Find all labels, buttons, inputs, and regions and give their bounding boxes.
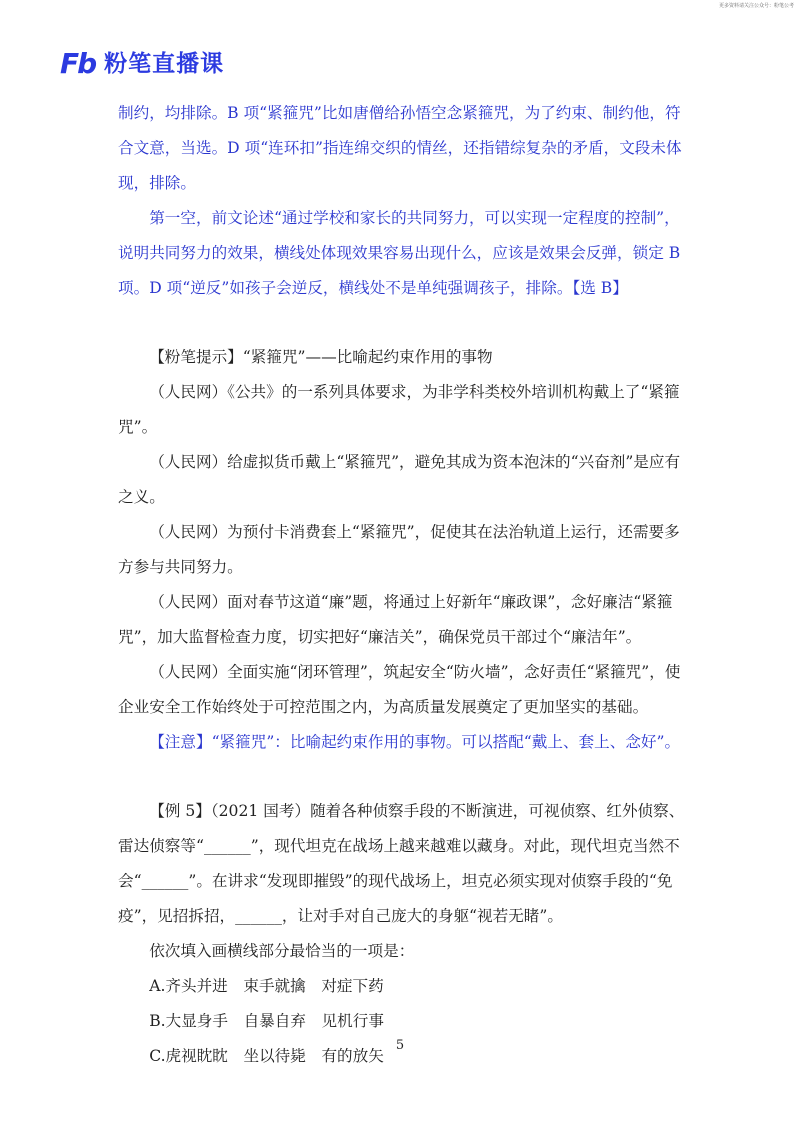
spacer bbox=[118, 306, 686, 340]
tip-example: （人民网）全面实施“闭环管理”，筑起安全“防火墙”，念好责任“紧箍咒”，使企业安全工作始终处于可控范围之内，为高质量发展奠定了更加坚实的基础。 bbox=[118, 663, 681, 716]
analysis-paragraph-2: 第一空，前文论述“通过学校和家长的共同努力，可以实现一定程度的控制”，说明共同努力的效果，横线处体现效果容易出现什么，应该是效果会反弹，锁定 B 项。D 项“逆反”如孩子会逆反，横线处不是单纯强调孩子，排除。【选 B】 bbox=[118, 209, 681, 297]
tips-title: 【粉笔提示】“紧箍咒”——比喻起约束作用的事物 bbox=[149, 348, 493, 366]
tip-example: （人民网）为预付卡消费套上“紧箍咒”，促使其在法治轨道上运行，还需要多方参与共同努力。 bbox=[118, 523, 680, 576]
top-note: 更多资料请关注公众号：粉笔公考 bbox=[718, 3, 794, 9]
tip-example: （人民网）给虚拟货币戴上“紧箍咒”，避免其成为资本泡沫的“兴奋剂”是应有之义。 bbox=[118, 453, 681, 506]
option-b: B.大显身手 自暴自弃 见机行事 bbox=[149, 1012, 384, 1030]
spacer bbox=[118, 760, 686, 794]
page-number: 5 bbox=[395, 1038, 405, 1053]
brand-logo bbox=[60, 47, 225, 80]
option-a: A.齐头并进 束手就擒 对症下药 bbox=[149, 977, 384, 995]
analysis-paragraph-1: 制约，均排除。B 项“紧箍咒”比如唐僧给孙悟空念紧箍咒，为了约束、制约他，符合文意，当选。D 项“连环扣”指连绵交织的情丝，还指错综复杂的矛盾，文段未体现，排除。 bbox=[118, 104, 682, 192]
question-stem: 【例 5】（2021 国考）随着各种侦察手段的不断演进，可视侦察、红外侦察、雷达侦察等“______”，现代坦克在战场上越来越难以藏身。对此，现代坦克当然不会“______”。在讲求“发现即摧毁”的现代战场上，坦克必须实现对侦察手段的“免疫”，见招拆招，______，让对手对自己庞大的身躯“视若无睹”。 bbox=[118, 802, 685, 925]
document-body bbox=[118, 96, 686, 1074]
tip-example: （人民网）面对春节这道“廉”题，将通过上好新年“廉政课”，念好廉洁“紧箍咒”，加大监督检查力度，切实把好“廉洁关”，确保党员干部过个“廉洁年”。 bbox=[118, 593, 673, 646]
question-prompt: 依次填入画横线部分最恰当的一项是： bbox=[149, 942, 415, 960]
tip-example: （人民网）《公共》的一系列具体要求，为非学科类校外培训机构戴上了“紧箍咒”。 bbox=[118, 383, 680, 436]
logo-mark: Fb bbox=[60, 47, 96, 80]
logo-text: 粉笔直播课 bbox=[104, 50, 225, 77]
option-c: C.虎视眈眈 坐以待毙 有的放矢 bbox=[149, 1047, 384, 1065]
tips-note: 【注意】“紧箍咒”：比喻起约束作用的事物。可以搭配“戴上、套上、念好”。 bbox=[149, 733, 681, 751]
